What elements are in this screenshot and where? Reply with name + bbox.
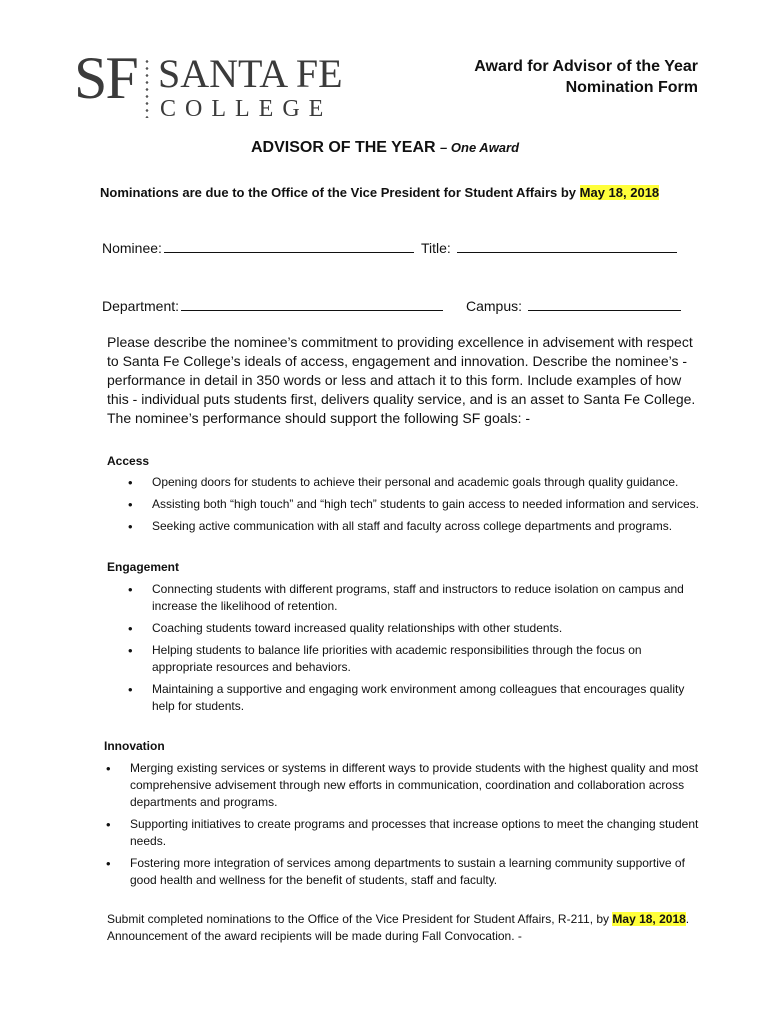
submit-instructions [107,911,707,945]
list-item: • Connecting students with different programs, staff and instructors to reduce isolation on campus and increase the likelihood of retention. [128,581,688,615]
list-item: • Maintaining a supportive and engaging work environment among colleagues that encourages quality help for students. [128,681,688,715]
logo-divider [145,58,149,118]
logo-college: COLLEGE [160,96,333,122]
submit-text: Submit completed nominations to the Office of the Vice President for Student Affairs, R-211, by [107,912,610,926]
list-item: • Assisting both “high touch” and “high tech” students to gain access to needed information and services. [128,496,718,513]
due-date: May 18, 2018 [579,185,660,200]
engagement-list [128,581,688,715]
due-notice-text: Nominations are due to the Office of the Vice President for Student Affairs by [100,185,577,200]
form-header [474,56,698,98]
section-heading-engagement: Engagement [107,560,180,574]
innovation-list [106,760,706,889]
description-paragraph: Please describe the nominee’s commitment to providing excellence in advisement with respect to Santa Fe College’s ideals of access, engagement and innovation. Describe the nominee’s - performance in detail in 350 words or less and attach it to this form. Include examples of how this - individual puts students first, delivers quality service, and is an asset to Santa Fe College. The nominee’s performance should support the following SF goals: - [107,334,696,426]
campus-field[interactable] [466,296,681,314]
title-field[interactable] [421,238,677,256]
due-notice [100,185,659,200]
title-label: Title: [421,240,451,256]
logo-initials: SF [74,45,137,111]
department-label: Department: [102,298,180,314]
department-input-line[interactable] [181,296,443,311]
list-item: • Helping students to balance life priorities with academic responsibilities through the focus on appropriate resources and behaviors. [128,642,688,676]
announcement-text: Announcement of the award recipients will be made during Fall Convocation. - [107,929,522,943]
list-item: • Coaching students toward increased quality relationships with other students. [128,620,688,637]
campus-input-line[interactable] [528,296,681,311]
award-title: Award for Advisor of the Year [474,58,698,75]
list-item: • Opening doors for students to achieve their personal and academic goals through quality guidance. [128,474,718,491]
list-item: • Fostering more integration of services among departments to sustain a learning community supportive of good health and wellness for the benefit of students, staff and faculty. [106,855,706,889]
page-title-main: ADVISOR OF THE YEAR [250,139,436,156]
department-field[interactable] [102,296,443,314]
list-item: • Seeking active communication with all staff and faculty across college departments and programs. [128,518,718,535]
list-item: • Supporting initiatives to create programs and processes that increase options to meet the changing student needs. [106,816,706,850]
submit-period: . [685,912,690,926]
page-title [0,139,770,157]
access-list [128,474,718,535]
campus-label: Campus: [466,298,523,314]
nominee-input-line[interactable] [164,238,414,253]
section-heading-innovation: Innovation [104,739,165,753]
section-heading-access: Access [107,454,150,468]
nominee-label: Nominee: [102,240,162,256]
form-title: Nomination Form [565,79,698,96]
page-title-sub: – One Award [440,140,520,155]
list-item: • Merging existing services or systems in different ways to provide students with the highest quality and most comprehensive advisement through new efforts in communication, coordination and collaboration across departments and programs. [106,760,706,811]
college-logo [74,45,364,124]
nominee-field[interactable] [102,238,414,256]
submit-date: May 18, 2018 [612,912,686,926]
title-input-line[interactable] [457,238,677,253]
logo-name: SANTA FE [158,51,343,96]
